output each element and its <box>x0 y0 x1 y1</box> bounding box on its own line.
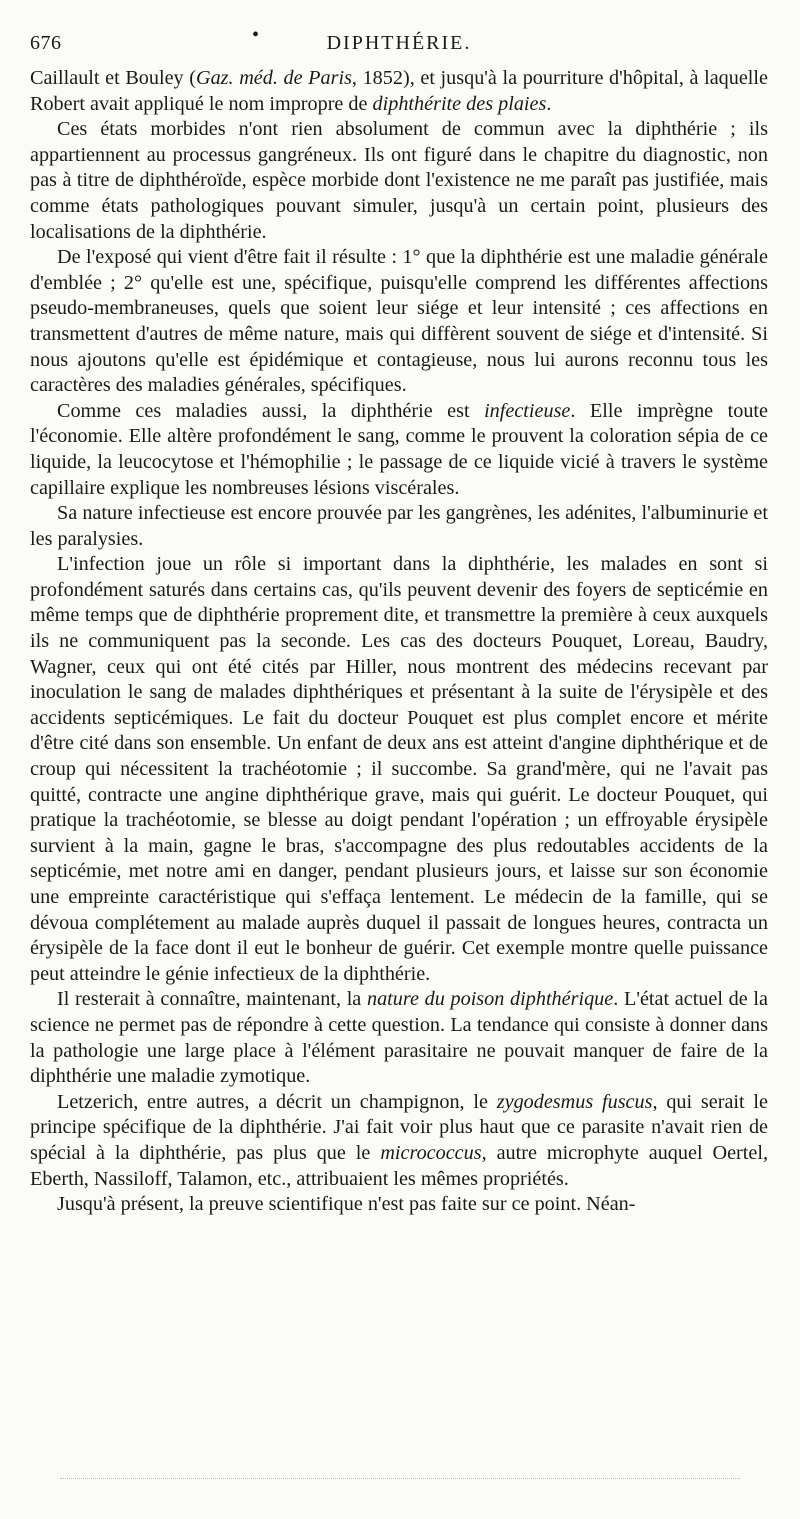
italic-text: nature du poison diphthérique <box>366 988 614 1011</box>
text-segment: Jusqu'à présent, la preuve scientifique n'est pas faite sur ce point. Néan- <box>57 1193 636 1216</box>
text-segment: Il resterait à connaître, maintenant, la <box>57 988 367 1011</box>
page-header <box>30 24 768 60</box>
paragraph <box>30 117 768 245</box>
paragraph <box>30 245 768 399</box>
running-title: DIPHTHÉRIE. <box>326 32 472 54</box>
text-segment: . L'état actuel de la science ne permet pas de répondre à cette question. La tendance qui consiste à donner dans la pathologie une large place à l'élément parasitaire ne pouvait manquer de faire de la diphthérie une maladie zymotique. <box>30 988 769 1088</box>
text-segment: , 1852), et jusqu'à la pourriture d'hôpital, à laquelle Robert avait appliqué le nom impropre de <box>30 67 768 115</box>
paragraph <box>30 1192 768 1218</box>
italic-text: Gaz. méd. de Paris <box>196 67 352 89</box>
paragraph <box>30 552 768 987</box>
text-segment: Sa nature infectieuse est encore prouvée par les gangrènes, les adénites, l'albuminurie et les paralysies. <box>30 502 768 550</box>
text-segment: L'infection joue un rôle si important dans la diphthérie, les malades en sont si profondément saturés dans certains cas, qu'ils peuvent devenir des foyers de septicémie en même temps que de diphthérie proprement dite, et transmettre la première à ceux auxquels ils ne communiquent pas la seconde. Les cas des docteurs Pouquet, Loreau, Baudry, Wagner, ceux qui ont été cités par Hiller, nous montrent des médecins recevant par inoculation le sang de malades diphthériques et présentant à la suite de l'érysipèle et des accidents septicémiques. Le fait du docteur Pouquet est plus complet encore et mérite d'être cité dans son ensemble. Un enfant de deux ans est atteint d'angine diphthérique et de croup qui nécessitent la trachéotomie ; il succombe. Sa grand'mère, qui ne l'avait pas quitté, contracte une angine diphthérique grave, mais qui guérit. Le docteur Pouquet, qui pratique la trachéotomie, se blesse au doigt pendant l'opération ; un effroyable érysipèle survient à la main, gagne le bras, s'accompagne des plus redoutables accidents de la septicémie, met notre ami en danger, pendant plusieurs jours, et laisse sur son économie une empreinte caractéristique qui s'effaça lentement. Le médecin de la famille, qui se dévoua complétement au malade auprès duquel il passait de longues heures, contracta un érysipèle de la face dont il eut le bonheur de guérir. Cet exemple montre quelle puissance peut atteindre le génie infectieux de la diphthérie. <box>30 553 768 985</box>
header-dot: • <box>252 24 260 46</box>
text-segment: , qui serait le principe spécifique de la diphthérie. J'ai fait voir plus haut que ce parasite n'avait rien de spécial à la diphthérie, pas plus que le <box>30 1090 768 1164</box>
italic-text: micrococcus <box>380 1141 482 1164</box>
text-segment: Ces états morbides n'ont rien absolument de commun avec la diphthérie ; ils appartiennent au processus gangréneux. Ils ont figuré dans le chapitre du diagnostic, non pas à titre de diphthéroïde, espèce morbide dont l'existence ne me paraît pas justifiée, mais comme états pathologiques pouvant simuler, jusqu'à un certain point, plusieurs des localisations de la diphthérie. <box>30 118 768 243</box>
paragraph <box>30 399 768 501</box>
scan-noise-line <box>60 1478 740 1481</box>
paragraph <box>30 66 768 117</box>
book-page <box>30 24 769 1218</box>
italic-text: zygodesmus fuscus <box>496 1090 653 1113</box>
text-segment: . <box>546 92 552 115</box>
page-number: 676 <box>30 32 62 54</box>
text-segment: De l'exposé qui vient d'être fait il résulte : 1° que la diphthérie est une maladie générale d'emblée ; 2° qu'elle est une, spécifique, puisqu'elle comprend les différentes affections pseudo-membraneuses, quels que soient leur siége et leur intensité ; ces affections en transmettent d'autres de même nature, mais qui diffèrent souvent de siége et d'intensité. Si nous ajoutons qu'elle est épidémique et contagieuse, nous lui aurons reconnu tous les caractères des maladies générales, spécifiques. <box>30 246 768 397</box>
paragraph <box>30 987 768 1089</box>
italic-text: infectieuse <box>484 399 571 422</box>
text-segment: . Elle imprègne toute l'économie. Elle altère profondément le sang, comme le prouvent la coloration sépia de ce liquide, la leucocytose et l'hémophilie ; le passage de ce liquide vicié à travers le système capillaire explique les nombreuses lésions viscérales. <box>30 399 768 499</box>
body-text <box>30 66 768 1218</box>
text-segment: Letzerich, entre autres, a décrit un champignon, le <box>57 1090 497 1113</box>
paragraph <box>30 1090 768 1192</box>
paragraph <box>30 501 768 552</box>
text-segment: Comme ces maladies aussi, la diphthérie est <box>57 399 485 422</box>
text-segment: Caillault et Bouley ( <box>30 67 196 89</box>
text-segment: , autre microphyte auquel Oertel, Eberth, Nassiloff, Talamon, etc., attribuaient les mêmes propriétés. <box>30 1141 768 1190</box>
italic-text: diphthérite des plaies <box>372 92 547 115</box>
